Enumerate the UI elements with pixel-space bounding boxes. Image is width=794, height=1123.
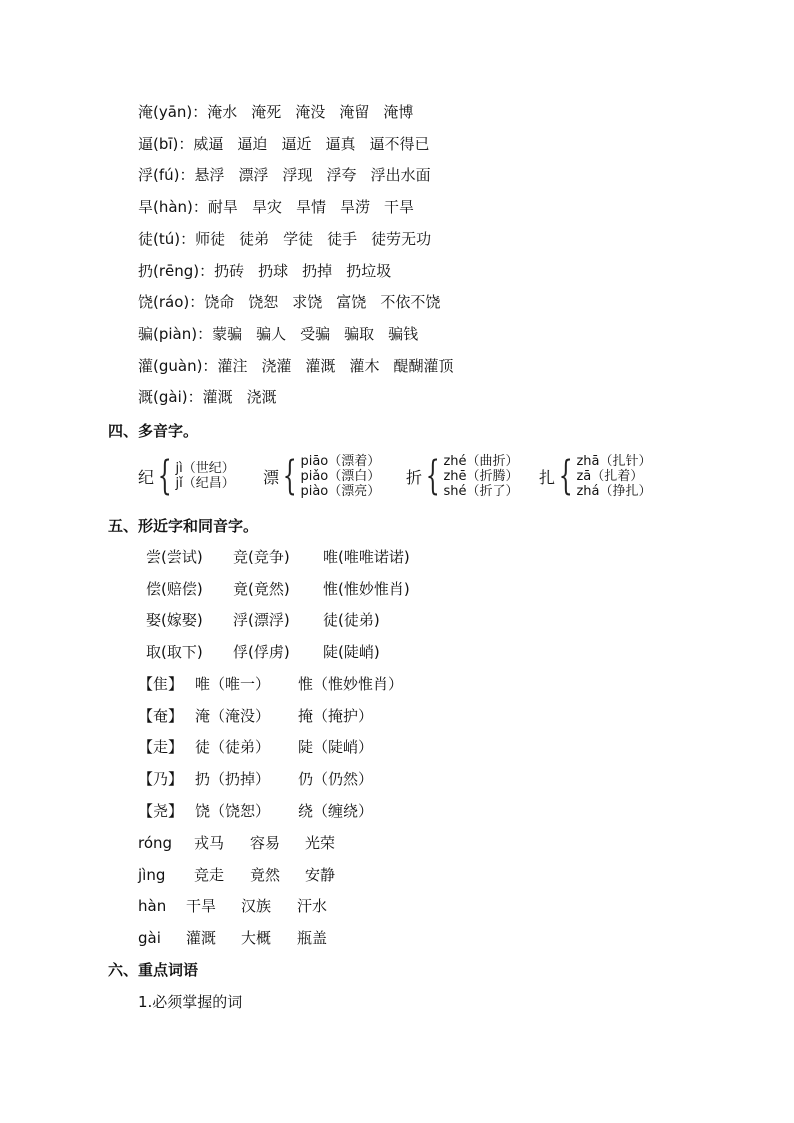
vocab-word: 骗钱 (388, 324, 419, 343)
vocab-head: 溉(gài)： (138, 388, 203, 407)
polyphone-item (406, 452, 519, 500)
vocab-line (138, 163, 445, 187)
polyphone-reading: shé（折了） (443, 483, 519, 499)
polyphone-reading: piǎo（漂白） (300, 468, 381, 484)
vocab-word: 淹博 (383, 103, 414, 121)
radical-cell: 【尧】 (138, 801, 184, 820)
vocab-word: 不依不饶 (380, 293, 441, 312)
vocab-word: 骗人 (256, 324, 287, 343)
vocab-word: 逼近 (281, 134, 312, 153)
similar-char-cell: 偿(赔偿) (146, 579, 203, 598)
homophone-word: 竞走 (194, 865, 225, 884)
vocab-word: 徒弟 (239, 229, 270, 248)
homophone-pinyin: róng (138, 834, 173, 852)
similar-char-cell: 唯(唯唯诺诺) (323, 548, 410, 566)
similar-char-cell: 竞(竞争) (233, 548, 290, 566)
similar-char-cell: 尝(尝试) (146, 548, 203, 566)
vocab-line (138, 195, 428, 219)
vocab-word: 师徒 (195, 229, 226, 248)
homophone-word: 大概 (241, 929, 272, 948)
vocab-word: 旱灾 (251, 198, 282, 217)
polyphone-item (263, 452, 380, 500)
homophone-word: 汉族 (241, 897, 272, 916)
vocab-word: 学徒 (283, 229, 314, 248)
polyphone-reading: zā（扎着） (576, 468, 644, 484)
radical-cell: 【乃】 (138, 770, 184, 789)
vocab-word: 干旱 (383, 198, 414, 217)
radical-cell: 淹（淹没） (195, 706, 271, 725)
vocab-word: 骗取 (344, 324, 375, 343)
polyphone-options (300, 454, 380, 499)
vocab-word: 逼迫 (237, 134, 268, 153)
polyphone-reading: jì（世纪） (175, 461, 235, 476)
homophone-word: 灌溉 (186, 929, 217, 948)
vocab-head: 饶(ráo)： (138, 293, 205, 312)
vocab-word: 淹留 (339, 103, 370, 121)
vocab-head: 逼(bī)： (138, 134, 194, 153)
vocab-head: 徒(tú)： (138, 229, 196, 248)
vocab-word: 淹水 (207, 103, 238, 121)
polyphone-reading: zhā（扎针） (576, 453, 652, 469)
homophone-pinyin: gài (138, 929, 161, 948)
vocab-word: 漂浮 (238, 166, 269, 185)
vocab-line (138, 132, 443, 156)
polyphone-options (576, 454, 651, 499)
vocab-word: 旱涝 (339, 198, 370, 217)
polyphone-reading: zhē（折腾） (443, 468, 519, 484)
vocab-word: 扔垃圾 (346, 261, 392, 280)
radical-cell: 【奄】 (138, 706, 184, 725)
similar-char-cell: 陡(陡峭) (323, 643, 380, 662)
section-5-heading: 五、形近字和同音字。 (108, 517, 259, 535)
vocab-line (138, 227, 445, 251)
vocab-word: 蒙骗 (212, 324, 243, 343)
vocab-head: 淹(yān)： (138, 103, 208, 121)
vocab-line (138, 354, 468, 378)
vocab-word: 徒劳无功 (371, 229, 432, 248)
vocab-head: 浮(fú)： (138, 166, 195, 185)
polyphone-item (138, 452, 235, 500)
radical-cell: 扔（扔掉） (195, 770, 271, 789)
vocab-word: 浮现 (282, 166, 313, 185)
homophone-word: 安静 (305, 865, 336, 884)
brace-symbol: { (558, 453, 573, 499)
vocab-word: 扔球 (258, 261, 289, 280)
radical-cell: 徒（徒弟） (195, 738, 271, 757)
vocab-head: 扔(rēng)： (138, 261, 215, 280)
homophone-word: 戎马 (194, 834, 225, 852)
vocab-head: 骗(piàn)： (138, 324, 213, 343)
polyphone-reading: jǐ（纪昌） (175, 476, 235, 491)
vocab-word: 逼不得已 (369, 134, 430, 153)
polyphone-char: 纪 (138, 467, 155, 487)
homophone-pinyin: jìng (138, 865, 166, 884)
polyphone-reading: piào（漂亮） (300, 483, 381, 499)
vocab-word: 灌溉 (202, 388, 233, 407)
vocab-word: 灌木 (349, 356, 380, 375)
vocab-word: 浮夸 (326, 166, 357, 185)
polyphone-char: 扎 (539, 467, 556, 487)
vocab-line (138, 385, 291, 409)
homophone-word: 瓶盖 (297, 929, 328, 948)
vocab-word: 扔掉 (302, 261, 333, 280)
polyphone-reading: zhé（曲折） (443, 453, 519, 469)
homophone-word: 干旱 (186, 897, 217, 916)
vocab-word: 浮出水面 (370, 166, 431, 185)
vocab-word: 受骗 (300, 324, 331, 343)
section-6-subheading: 1.必须掌握的词 (138, 993, 243, 1011)
homophone-pinyin: hàn (138, 897, 167, 916)
vocab-word: 淹死 (251, 103, 282, 121)
radical-cell: 掩（掩护） (298, 706, 374, 725)
similar-char-cell: 浮(漂浮) (233, 611, 290, 630)
polyphone-reading: zhá（挣扎） (576, 483, 652, 499)
brace-symbol: { (157, 453, 172, 499)
vocab-word: 求饶 (292, 293, 323, 312)
vocab-head: 旱(hàn)： (138, 198, 208, 217)
similar-char-cell: 娶(嫁娶) (146, 611, 203, 630)
section-6-heading: 六、重点词语 (108, 961, 199, 979)
vocab-word: 徒手 (327, 229, 358, 248)
polyphone-options (443, 454, 518, 499)
vocab-word: 灌注 (217, 356, 248, 375)
vocab-line (138, 322, 432, 346)
radical-cell: 惟（惟妙惟肖） (298, 675, 404, 693)
radical-cell: 唯（唯一） (195, 675, 271, 693)
radical-cell: 饶（饶恕） (195, 801, 271, 820)
homophone-word: 竟然 (250, 865, 281, 884)
vocab-word: 扔砖 (214, 261, 245, 280)
homophone-word: 光荣 (305, 834, 336, 852)
vocab-word: 浇溉 (246, 388, 277, 407)
vocab-line (138, 259, 405, 283)
vocab-word: 灌溉 (305, 356, 336, 375)
vocab-word: 威逼 (193, 134, 224, 153)
polyphone-char: 漂 (263, 467, 280, 487)
radical-cell: 绕（缠绕） (298, 801, 374, 820)
vocab-word: 醍醐灌顶 (393, 356, 454, 375)
vocab-word: 饶恕 (248, 293, 279, 312)
radical-cell: 【隹】 (138, 675, 184, 693)
vocab-word: 淹没 (295, 103, 326, 121)
polyphone-reading: piāo（漂着） (300, 453, 381, 469)
similar-char-cell: 徒(徒弟) (323, 611, 380, 630)
vocab-word: 旱情 (295, 198, 326, 217)
vocab-word: 富饶 (336, 293, 367, 312)
vocab-word: 浇灌 (261, 356, 292, 375)
similar-char-cell: 竟(竟然) (233, 579, 290, 598)
homophone-word: 汗水 (297, 897, 328, 916)
vocab-word: 耐旱 (207, 198, 238, 217)
vocab-head: 灌(guàn)： (138, 356, 218, 375)
vocab-word: 逼真 (325, 134, 356, 153)
radical-cell: 仍（仍然） (298, 770, 374, 789)
polyphone-item (539, 452, 652, 500)
radical-cell: 陡（陡峭） (298, 738, 374, 757)
similar-char-cell: 惟(惟妙惟肖) (323, 579, 410, 598)
vocab-word: 饶命 (204, 293, 235, 312)
polyphone-char: 折 (406, 467, 423, 487)
radical-cell: 【走】 (138, 738, 184, 757)
vocab-word: 悬浮 (194, 166, 225, 185)
polyphone-options (175, 461, 234, 491)
brace-symbol: { (282, 453, 297, 499)
vocab-line (138, 100, 427, 124)
vocab-line (138, 290, 454, 314)
section-4-heading: 四、多音字。 (108, 422, 199, 440)
brace-symbol: { (425, 453, 440, 499)
similar-char-cell: 俘(俘虏) (233, 643, 290, 662)
homophone-word: 容易 (250, 834, 281, 852)
similar-char-cell: 取(取下) (146, 643, 203, 662)
